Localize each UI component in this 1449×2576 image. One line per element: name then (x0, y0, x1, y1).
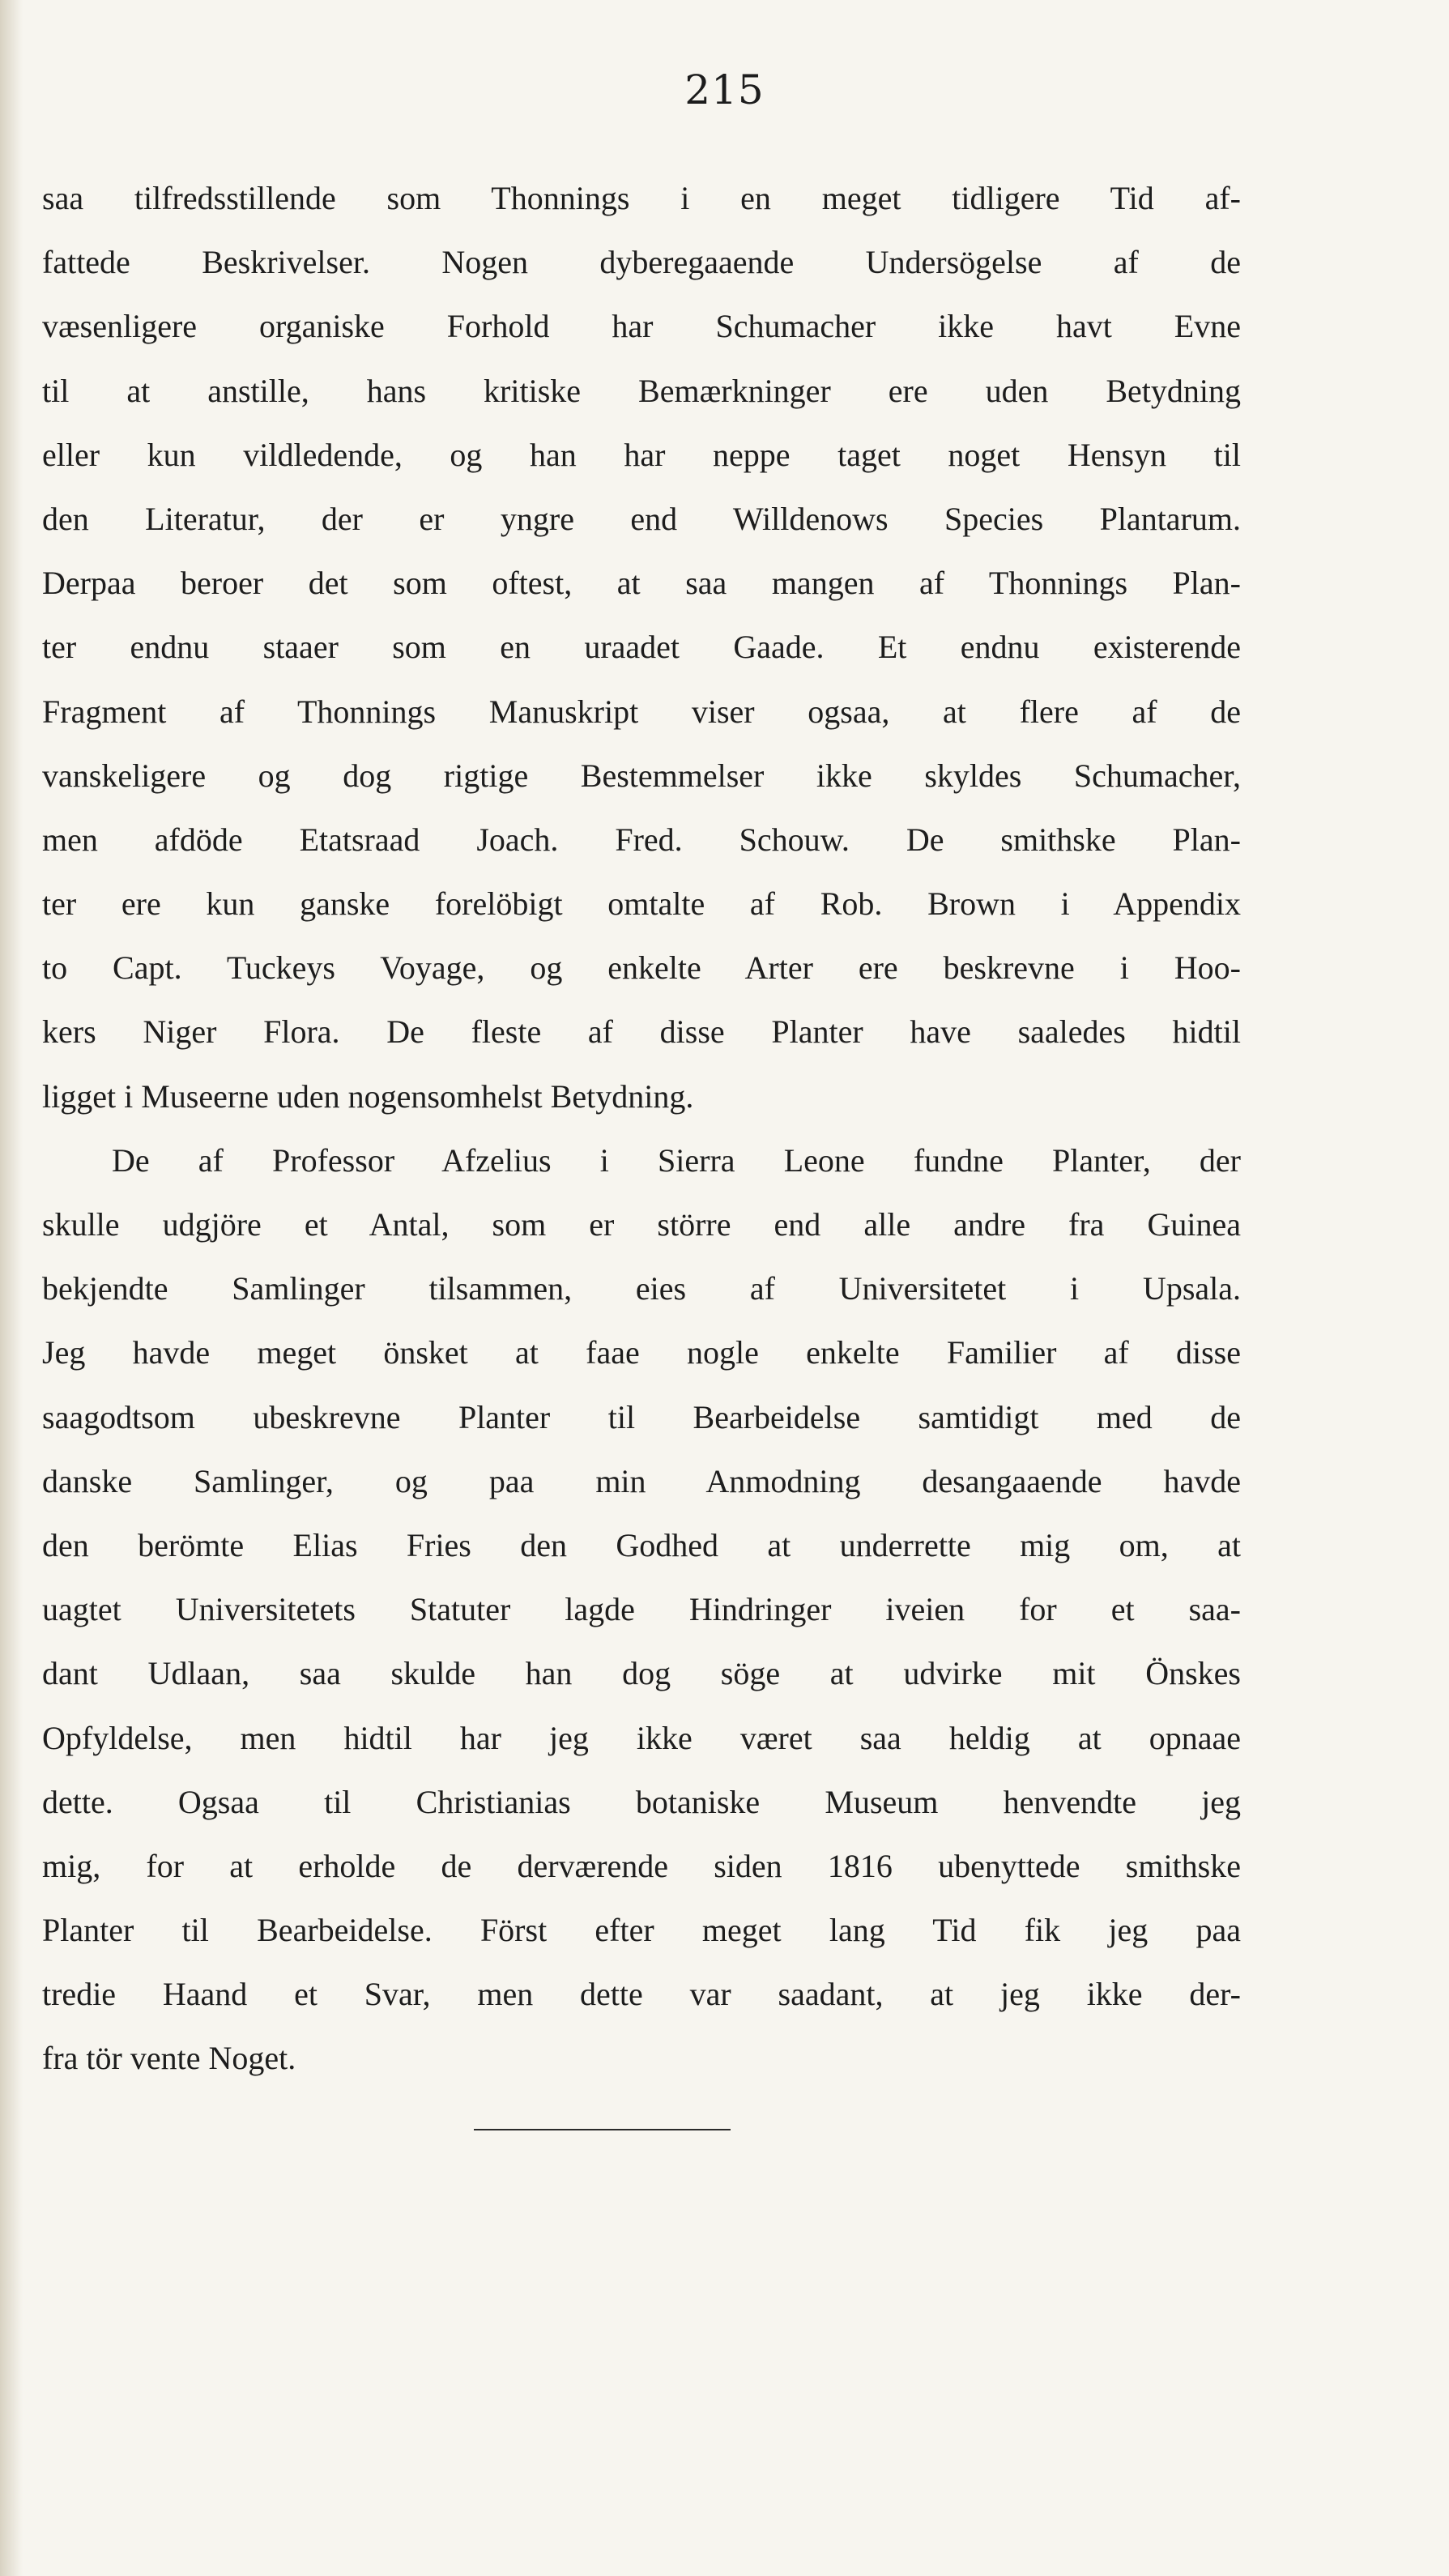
text-line: eller kun vildledende, og han har neppe taget noget Hensyn til (42, 436, 1241, 473)
text-line: den berömte Elias Fries den Godhed at underrette mig om, at (42, 1526, 1241, 1563)
text-line: De af Professor Afzelius i Sierra Leone fundne Planter, der (112, 1141, 1241, 1179)
text-line: mig, for at erholde de derværende siden 1816 ubenyttede smithske (42, 1847, 1241, 1884)
text-line: væsenligere organiske Forhold har Schumacher ikke havt Evne (42, 308, 1241, 345)
text-line: den Literatur, der er yngre end Willdenows Species Plantarum. (42, 500, 1241, 537)
text-line: skulle udgjöre et Antal, som er större end alle andre fra Guinea (42, 1206, 1241, 1243)
text-line: Planter til Bearbeidelse. Först efter meget lang Tid fik jeg paa (42, 1912, 1241, 1949)
paragraph-1 (42, 166, 1241, 1128)
text-line: Opfyldelse, men hidtil har jeg ikke været saa heldig at opnaae (42, 1719, 1241, 1756)
paragraph-2 (42, 1128, 1241, 2091)
text-line: dette. Ogsaa til Christianias botaniske Museum henvendte jeg (42, 1783, 1241, 1820)
text-line: kers Niger Flora. De fleste af disse Planter have saaledes hidtil (42, 1013, 1241, 1051)
body-text (42, 166, 1241, 2091)
end-rule (474, 2129, 731, 2130)
text-line: danske Samlinger, og paa min Anmodning desangaaende havde (42, 1462, 1241, 1499)
text-line: fattede Beskrivelser. Nogen dyberegaaende Undersögelse af de (42, 244, 1241, 281)
binding-shadow (0, 0, 23, 2576)
text-line: vanskeligere og dog rigtige Bestemmelser ikke skyldes Schumacher, (42, 757, 1241, 794)
text-line: Jeg havde meget önsket at faae nogle enkelte Familier af disse (42, 1334, 1241, 1371)
text-line: to Capt. Tuckeys Voyage, og enkelte Arter ere beskrevne i Hoo- (42, 949, 1241, 987)
text-line: tredie Haand et Svar, men dette var saadant, at jeg ikke der- (42, 1976, 1241, 2013)
text-line: ligget i Museerne uden nogensomhelst Betydning. (42, 1077, 694, 1115)
page-number: 215 (684, 66, 765, 113)
text-line: dant Udlaan, saa skulde han dog söge at udvirke mit Önskes (42, 1655, 1241, 1692)
text-line: uagtet Universitetets Statuter lagde Hindringer iveien for et saa- (42, 1591, 1241, 1628)
text-line: saa tilfredsstillende som Thonnings i en meget tidligere Tid af- (42, 180, 1241, 216)
text-line: til at anstille, hans kritiske Bemærkninger ere uden Betydning (42, 372, 1241, 409)
text-line: ter ere kun ganske forelöbigt omtalte af Rob. Brown i Appendix (42, 885, 1241, 923)
text-line: Derpaa beroer det som oftest, at saa mangen af Thonnings Plan- (42, 565, 1241, 602)
text-line: fra tör vente Noget. (42, 2040, 296, 2077)
text-line: bekjendte Samlinger tilsammen, eies af Universitetet i Upsala. (42, 1270, 1241, 1307)
text-line: Fragment af Thonnings Manuskript viser ogsaa, at flere af de (42, 693, 1241, 730)
text-line: saagodtsom ubeskrevne Planter til Bearbeidelse samtidigt med de (42, 1398, 1241, 1435)
text-line: men afdöde Etatsraad Joach. Fred. Schouw. De smithske Plan- (42, 821, 1241, 858)
text-line: ter endnu staaer som en uraadet Gaade. Et endnu existerende (42, 629, 1241, 666)
